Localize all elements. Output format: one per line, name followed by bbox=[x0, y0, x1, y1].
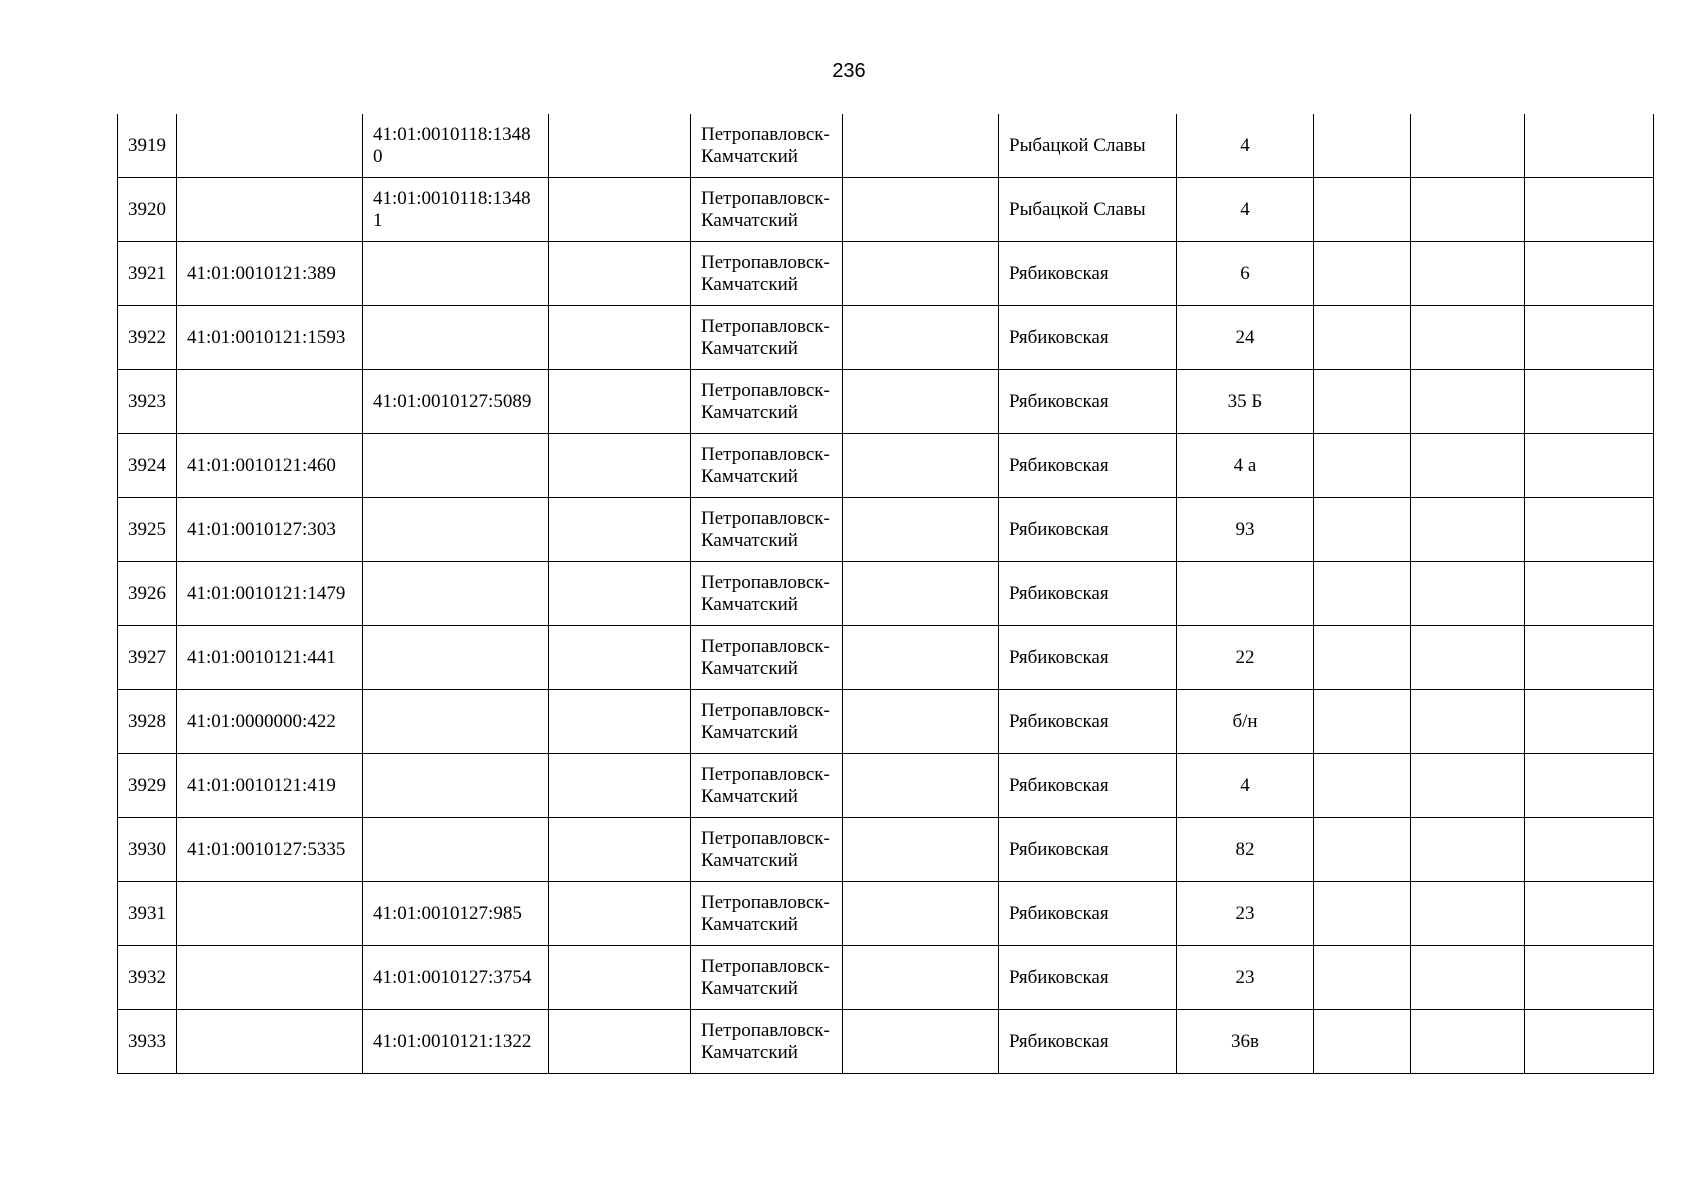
cadastral-number-cell: 41:01:0010121:419 bbox=[177, 754, 363, 818]
row-number-cell: 3930 bbox=[118, 818, 177, 882]
row-number-cell: 3919 bbox=[118, 114, 177, 178]
empty-cell bbox=[1314, 306, 1411, 370]
row-number-cell: 3922 bbox=[118, 306, 177, 370]
empty-cell bbox=[1314, 690, 1411, 754]
cadastral-number-cell: 41:01:0010121:1479 bbox=[177, 562, 363, 626]
house-number-cell: 22 bbox=[1177, 626, 1314, 690]
empty-cell bbox=[1525, 754, 1654, 818]
row-number-cell: 3928 bbox=[118, 690, 177, 754]
cadastral-number-alt-cell bbox=[363, 690, 549, 754]
house-number-cell: 23 bbox=[1177, 882, 1314, 946]
cadastral-number-cell: 41:01:0010121:1593 bbox=[177, 306, 363, 370]
city-cell: Петропавловск-Камчатский bbox=[691, 626, 843, 690]
city-cell: Петропавловск-Камчатский bbox=[691, 114, 843, 178]
empty-cell bbox=[843, 178, 999, 242]
empty-cell bbox=[1525, 626, 1654, 690]
city-cell: Петропавловск-Камчатский bbox=[691, 370, 843, 434]
registry-table bbox=[117, 114, 1654, 1074]
empty-cell bbox=[843, 434, 999, 498]
cadastral-number-cell: 41:01:0010127:5335 bbox=[177, 818, 363, 882]
street-cell: Рябиковская bbox=[999, 370, 1177, 434]
house-number-cell: 4 bbox=[1177, 178, 1314, 242]
city-cell: Петропавловск-Камчатский bbox=[691, 882, 843, 946]
cadastral-number-cell bbox=[177, 370, 363, 434]
cadastral-number-cell: 41:01:0000000:422 bbox=[177, 690, 363, 754]
cadastral-number-alt-cell bbox=[363, 306, 549, 370]
table-row bbox=[118, 498, 1654, 562]
empty-cell bbox=[1411, 946, 1525, 1010]
table-row bbox=[118, 114, 1654, 178]
street-cell: Рыбацкой Славы bbox=[999, 178, 1177, 242]
empty-cell bbox=[1525, 498, 1654, 562]
empty-cell bbox=[1314, 1010, 1411, 1074]
empty-cell bbox=[1411, 434, 1525, 498]
registry-body bbox=[118, 114, 1654, 1074]
empty-cell bbox=[1411, 626, 1525, 690]
city-cell: Петропавловск-Камчатский bbox=[691, 818, 843, 882]
house-number-cell: 4 bbox=[1177, 754, 1314, 818]
empty-cell bbox=[549, 178, 691, 242]
city-cell: Петропавловск-Камчатский bbox=[691, 946, 843, 1010]
empty-cell bbox=[549, 306, 691, 370]
row-number-cell: 3929 bbox=[118, 754, 177, 818]
empty-cell bbox=[1314, 946, 1411, 1010]
cadastral-number-cell bbox=[177, 882, 363, 946]
empty-cell bbox=[549, 818, 691, 882]
cadastral-number-alt-cell bbox=[363, 498, 549, 562]
city-cell: Петропавловск-Камчатский bbox=[691, 242, 843, 306]
row-number-cell: 3931 bbox=[118, 882, 177, 946]
empty-cell bbox=[1525, 562, 1654, 626]
empty-cell bbox=[1411, 306, 1525, 370]
city-cell: Петропавловск-Камчатский bbox=[691, 178, 843, 242]
empty-cell bbox=[549, 754, 691, 818]
empty-cell bbox=[549, 1010, 691, 1074]
empty-cell bbox=[843, 754, 999, 818]
empty-cell bbox=[1411, 242, 1525, 306]
cadastral-number-alt-cell bbox=[363, 818, 549, 882]
empty-cell bbox=[1525, 818, 1654, 882]
house-number-cell: б/н bbox=[1177, 690, 1314, 754]
house-number-cell: 6 bbox=[1177, 242, 1314, 306]
empty-cell bbox=[1314, 818, 1411, 882]
empty-cell bbox=[1525, 178, 1654, 242]
house-number-cell: 4 bbox=[1177, 114, 1314, 178]
empty-cell bbox=[1314, 754, 1411, 818]
empty-cell bbox=[1314, 626, 1411, 690]
street-cell: Рябиковская bbox=[999, 562, 1177, 626]
empty-cell bbox=[843, 626, 999, 690]
cadastral-number-alt-cell: 41:01:0010118:13481 bbox=[363, 178, 549, 242]
cadastral-number-alt-cell bbox=[363, 434, 549, 498]
empty-cell bbox=[843, 370, 999, 434]
empty-cell bbox=[549, 370, 691, 434]
table-row bbox=[118, 690, 1654, 754]
table-row bbox=[118, 562, 1654, 626]
cadastral-number-cell: 41:01:0010127:303 bbox=[177, 498, 363, 562]
house-number-cell bbox=[1177, 562, 1314, 626]
city-cell: Петропавловск-Камчатский bbox=[691, 1010, 843, 1074]
empty-cell bbox=[843, 306, 999, 370]
empty-cell bbox=[1411, 882, 1525, 946]
house-number-cell: 82 bbox=[1177, 818, 1314, 882]
empty-cell bbox=[549, 498, 691, 562]
cadastral-number-cell: 41:01:0010121:460 bbox=[177, 434, 363, 498]
empty-cell bbox=[549, 946, 691, 1010]
table-row bbox=[118, 882, 1654, 946]
empty-cell bbox=[549, 690, 691, 754]
empty-cell bbox=[1525, 882, 1654, 946]
cadastral-number-alt-cell bbox=[363, 754, 549, 818]
cadastral-number-alt-cell bbox=[363, 626, 549, 690]
empty-cell bbox=[549, 626, 691, 690]
empty-cell bbox=[1314, 434, 1411, 498]
empty-cell bbox=[1525, 1010, 1654, 1074]
empty-cell bbox=[1314, 882, 1411, 946]
row-number-cell: 3920 bbox=[118, 178, 177, 242]
street-cell: Рябиковская bbox=[999, 242, 1177, 306]
empty-cell bbox=[1411, 1010, 1525, 1074]
cadastral-number-cell bbox=[177, 178, 363, 242]
row-number-cell: 3925 bbox=[118, 498, 177, 562]
page-number: 236 bbox=[832, 60, 866, 82]
row-number-cell: 3924 bbox=[118, 434, 177, 498]
row-number-cell: 3921 bbox=[118, 242, 177, 306]
empty-cell bbox=[1411, 690, 1525, 754]
row-number-cell: 3932 bbox=[118, 946, 177, 1010]
cadastral-number-alt-cell bbox=[363, 562, 549, 626]
house-number-cell: 35 Б bbox=[1177, 370, 1314, 434]
cadastral-number-alt-cell: 41:01:0010127:985 bbox=[363, 882, 549, 946]
street-cell: Рябиковская bbox=[999, 818, 1177, 882]
empty-cell bbox=[1411, 178, 1525, 242]
empty-cell bbox=[843, 114, 999, 178]
cadastral-number-alt-cell: 41:01:0010121:1322 bbox=[363, 1010, 549, 1074]
cadastral-number-cell: 41:01:0010121:441 bbox=[177, 626, 363, 690]
street-cell: Рябиковская bbox=[999, 882, 1177, 946]
row-number-cell: 3927 bbox=[118, 626, 177, 690]
street-cell: Рябиковская bbox=[999, 946, 1177, 1010]
cadastral-number-alt-cell: 41:01:0010127:5089 bbox=[363, 370, 549, 434]
empty-cell bbox=[549, 434, 691, 498]
table-row bbox=[118, 370, 1654, 434]
empty-cell bbox=[549, 114, 691, 178]
empty-cell bbox=[1411, 754, 1525, 818]
empty-cell bbox=[1525, 690, 1654, 754]
city-cell: Петропавловск-Камчатский bbox=[691, 306, 843, 370]
empty-cell bbox=[843, 498, 999, 562]
empty-cell bbox=[1525, 434, 1654, 498]
empty-cell bbox=[1525, 370, 1654, 434]
table-row bbox=[118, 626, 1654, 690]
street-cell: Рябиковская bbox=[999, 1010, 1177, 1074]
table-row bbox=[118, 754, 1654, 818]
empty-cell bbox=[843, 1010, 999, 1074]
empty-cell bbox=[1314, 370, 1411, 434]
empty-cell bbox=[1314, 498, 1411, 562]
empty-cell bbox=[549, 882, 691, 946]
city-cell: Петропавловск-Камчатский bbox=[691, 434, 843, 498]
street-cell: Рябиковская bbox=[999, 626, 1177, 690]
city-cell: Петропавловск-Камчатский bbox=[691, 754, 843, 818]
empty-cell bbox=[549, 562, 691, 626]
cadastral-number-alt-cell: 41:01:0010118:13480 bbox=[363, 114, 549, 178]
street-cell: Рябиковская bbox=[999, 690, 1177, 754]
house-number-cell: 24 bbox=[1177, 306, 1314, 370]
empty-cell bbox=[843, 818, 999, 882]
house-number-cell: 4 а bbox=[1177, 434, 1314, 498]
city-cell: Петропавловск-Камчатский bbox=[691, 562, 843, 626]
table-row bbox=[118, 178, 1654, 242]
row-number-cell: 3926 bbox=[118, 562, 177, 626]
house-number-cell: 36в bbox=[1177, 1010, 1314, 1074]
city-cell: Петропавловск-Камчатский bbox=[691, 690, 843, 754]
empty-cell bbox=[843, 882, 999, 946]
house-number-cell: 23 bbox=[1177, 946, 1314, 1010]
empty-cell bbox=[843, 242, 999, 306]
house-number-cell: 93 bbox=[1177, 498, 1314, 562]
empty-cell bbox=[549, 242, 691, 306]
row-number-cell: 3923 bbox=[118, 370, 177, 434]
cadastral-number-cell: 41:01:0010121:389 bbox=[177, 242, 363, 306]
table-row bbox=[118, 242, 1654, 306]
empty-cell bbox=[843, 946, 999, 1010]
row-number-cell: 3933 bbox=[118, 1010, 177, 1074]
table-row bbox=[118, 946, 1654, 1010]
table-row bbox=[118, 818, 1654, 882]
empty-cell bbox=[1314, 178, 1411, 242]
empty-cell bbox=[1525, 242, 1654, 306]
empty-cell bbox=[1525, 946, 1654, 1010]
street-cell: Рябиковская bbox=[999, 306, 1177, 370]
empty-cell bbox=[843, 690, 999, 754]
table-row bbox=[118, 434, 1654, 498]
empty-cell bbox=[1314, 562, 1411, 626]
street-cell: Рыбацкой Славы bbox=[999, 114, 1177, 178]
city-cell: Петропавловск-Камчатский bbox=[691, 498, 843, 562]
empty-cell bbox=[1411, 370, 1525, 434]
empty-cell bbox=[1411, 562, 1525, 626]
empty-cell bbox=[1411, 498, 1525, 562]
cadastral-number-cell bbox=[177, 946, 363, 1010]
empty-cell bbox=[843, 562, 999, 626]
table-row bbox=[118, 306, 1654, 370]
street-cell: Рябиковская bbox=[999, 434, 1177, 498]
cadastral-number-alt-cell bbox=[363, 242, 549, 306]
cadastral-number-cell bbox=[177, 114, 363, 178]
empty-cell bbox=[1525, 306, 1654, 370]
empty-cell bbox=[1525, 114, 1654, 178]
table-row bbox=[118, 1010, 1654, 1074]
empty-cell bbox=[1411, 818, 1525, 882]
cadastral-number-cell bbox=[177, 1010, 363, 1074]
empty-cell bbox=[1314, 114, 1411, 178]
empty-cell bbox=[1411, 114, 1525, 178]
cadastral-number-alt-cell: 41:01:0010127:3754 bbox=[363, 946, 549, 1010]
street-cell: Рябиковская bbox=[999, 754, 1177, 818]
street-cell: Рябиковская bbox=[999, 498, 1177, 562]
empty-cell bbox=[1314, 242, 1411, 306]
